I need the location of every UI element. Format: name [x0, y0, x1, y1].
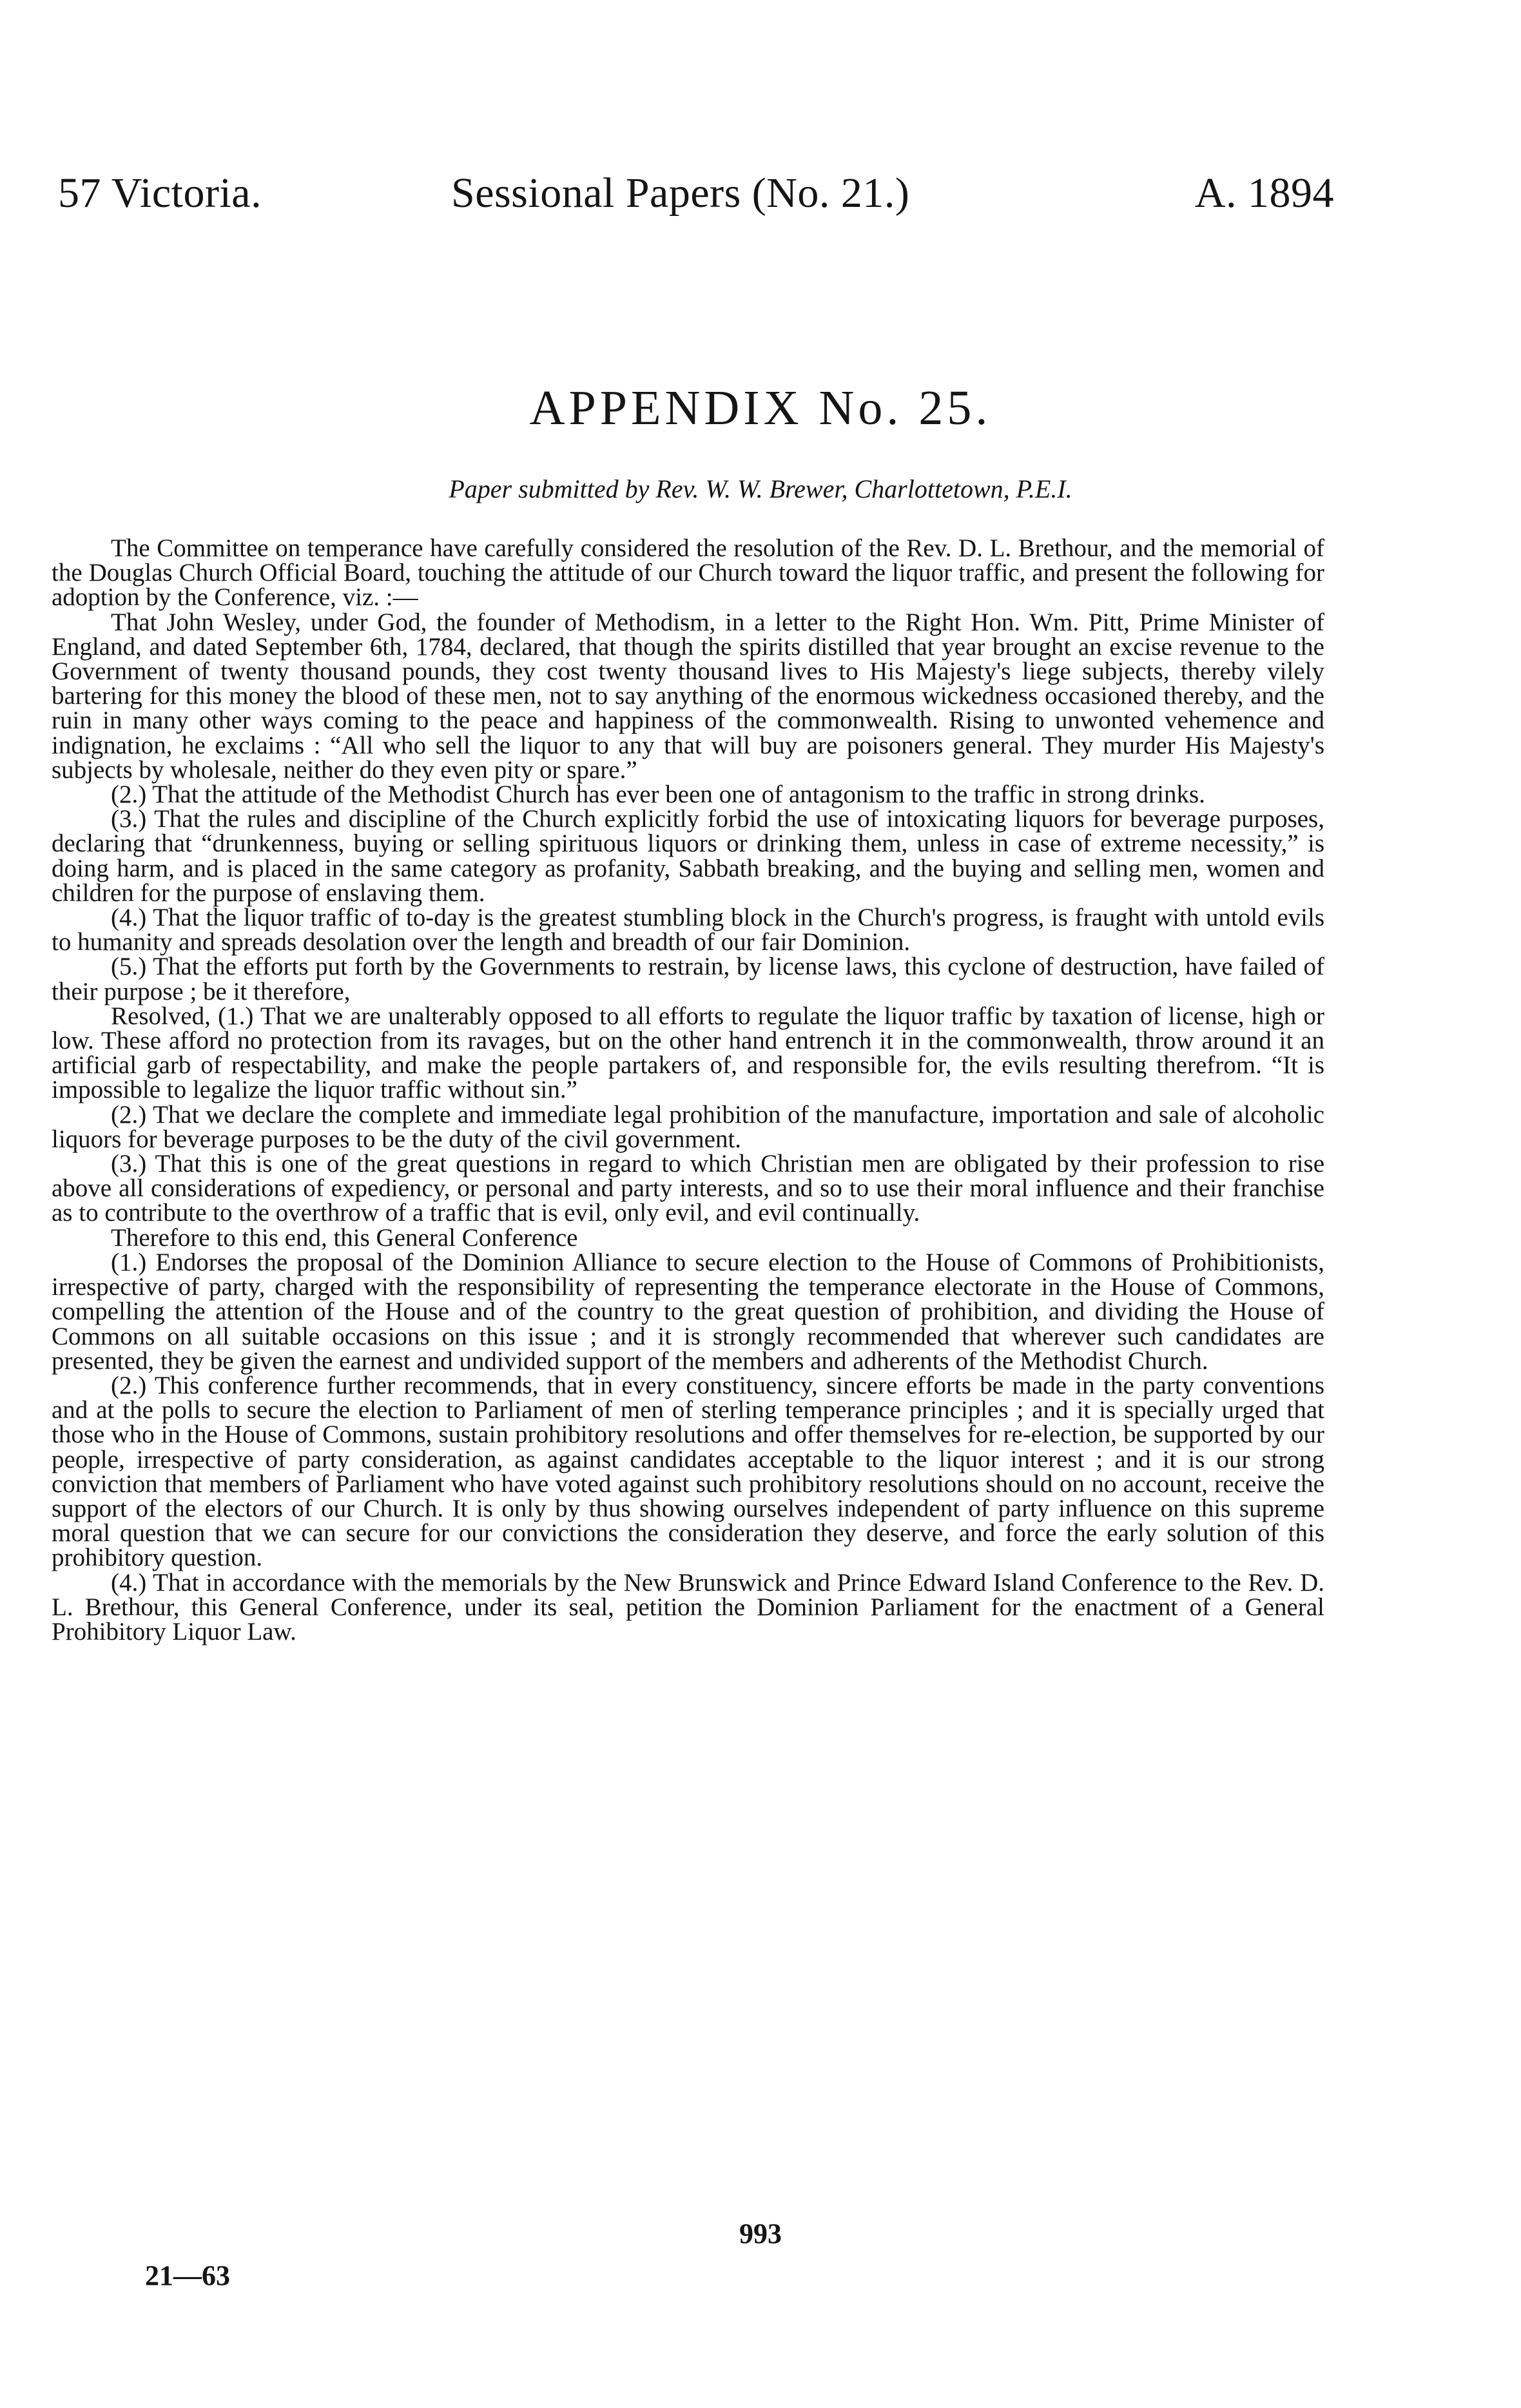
appendix-title: APPENDIX No. 25.	[529, 381, 992, 435]
paragraph: (4.) That the liquor traffic of to-day is the greatest stumbling block in the Church's progress, is fraught with untold evils to humanity and spreads desolation over the length and breadth of our fair Dominion.	[52, 904, 1324, 956]
header-series: Sessional Papers (No. 21.)	[451, 170, 910, 217]
paragraph: (4.) That in accordance with the memorials by the New Brunswick and Prince Edward Island Conference to the Rev. D. L. Brethour, this General Conference, under its seal, petition the Dominion Parliament for the enactment of a General Prohibitory Liquor Law.	[52, 1568, 1324, 1646]
paragraph: The Committee on temperance have carefully considered the resolution of the Rev. D. L. Brethour, and the memorial of the Douglas Church Official Board, touching the attitude of our Church toward the liquor traffic, and present the following for adoption by the Conference, viz. :—	[52, 534, 1324, 612]
paragraph: (2.) That the attitude of the Methodist Church has ever been one of antagonism to the traffic in strong drinks.	[111, 781, 1205, 809]
paragraph: (2.) That we declare the complete and immediate legal prohibition of the manufacture, importation and sale of alcoholic liquors for beverage purposes to be the duty of the civil government.	[52, 1100, 1324, 1153]
paragraph: (1.) Endorses the proposal of the Dominion Alliance to secure election to the House of Commons of Prohibitionists, irrespective of party, charged with the responsibility of representing the temperance electorate in the House of Commons, compelling the attention of the House and of the country to the great question of prohibition, and dividing the House of Commons on all suitable occasions on this issue ; and it is strongly recommended that wherever such candidates are presented, they be given the earnest and undivided support of the members and adherents of the Methodist Church.	[52, 1248, 1324, 1375]
document-body	[52, 536, 1324, 1644]
header-year: A. 1894	[1194, 170, 1334, 217]
paragraph: (3.) That this is one of the great questions in regard to which Christian men are obligated by their profession to rise above all considerations of expediency, or personal and party interests, and so to use their moral influence and their franchise as to contribute to the overthrow of a traffic that is evil, only evil, and evil continually.	[52, 1150, 1324, 1227]
page-number: 993	[739, 2218, 782, 2249]
paragraph: Therefore to this end, this General Conference	[111, 1223, 578, 1252]
running-header	[58, 169, 1334, 227]
paragraph: Resolved, (1.) That we are unalterably opposed to all efforts to regulate the liquor traffic by taxation of license, high or low. These afford no protection from its ravages, but on the other hand entrench it in the commonwealth, throw around it an artificial garb of respectability, and make the people partakers of, and responsible for, the evils resulting therefrom. “It is impossible to legalize the liquor traffic without sin.”	[52, 1002, 1324, 1104]
signature-code: 21—63	[145, 2260, 230, 2291]
paragraph: (2.) This conference further recommends, that in every constituency, sincere efforts be made in the party conventions and at the polls to secure the election to Parliament of men of sterling temperance principles ; and it is specially urged that those who in the House of Commons, sustain prohibitory resolutions and offer themselves for re-election, be supported by our people, irrespective of party consideration, as against candidates acceptable to the liquor interest ; and it is our strong conviction that members of Parliament who have voted against such prohibitory resolutions should on no account, receive the support of the electors of our Church. It is only by thus showing ourselves independent of party influence on this supreme moral question that we can secure for our convictions the consideration they deserve, and force the early solution of this prohibitory question.	[52, 1371, 1324, 1572]
paragraph: (3.) That the rules and discipline of the Church explicitly forbid the use of intoxicating liquors for beverage purposes, declaring that “drunkenness, buying or selling spirituous liquors or drinking them, unless in case of extreme necessity,” is doing harm, and is placed in the same category as profanity, Sabbath breaking, and the buying and selling men, women and children for the purpose of enslaving them.	[52, 805, 1324, 907]
header-volume: 57 Victoria.	[58, 170, 262, 217]
paragraph: That John Wesley, under God, the founder of Methodism, in a letter to the Right Hon. Wm. Pitt, Prime Minister of England, and dated September 6th, 1784, declared, that though the spirits distilled that year brought an excise revenue to the Government of twenty thousand pounds, they cost twenty thousand lives to His Majesty's liege subjects, thereby vilely bartering for this money the blood of these men, not to say anything of the enormous wickedness occasioned thereby, and the ruin in many other ways coming to the peace and happiness of the commonwealth. Rising to unwonted vehemence and indignation, he exclaims : “All who sell the liquor to any that will buy are poisoners general. They murder His Majesty's subjects by wholesale, neither do they even pity or spare.”	[52, 608, 1324, 784]
paragraph: (5.) That the efforts put forth by the Governments to restrain, by license laws, this cyclone of destruction, have failed of their purpose ; be it therefore,	[52, 953, 1324, 1005]
appendix-subtitle: Paper submitted by Rev. W. W. Brewer, Charlottetown, P.E.I.	[449, 474, 1072, 503]
